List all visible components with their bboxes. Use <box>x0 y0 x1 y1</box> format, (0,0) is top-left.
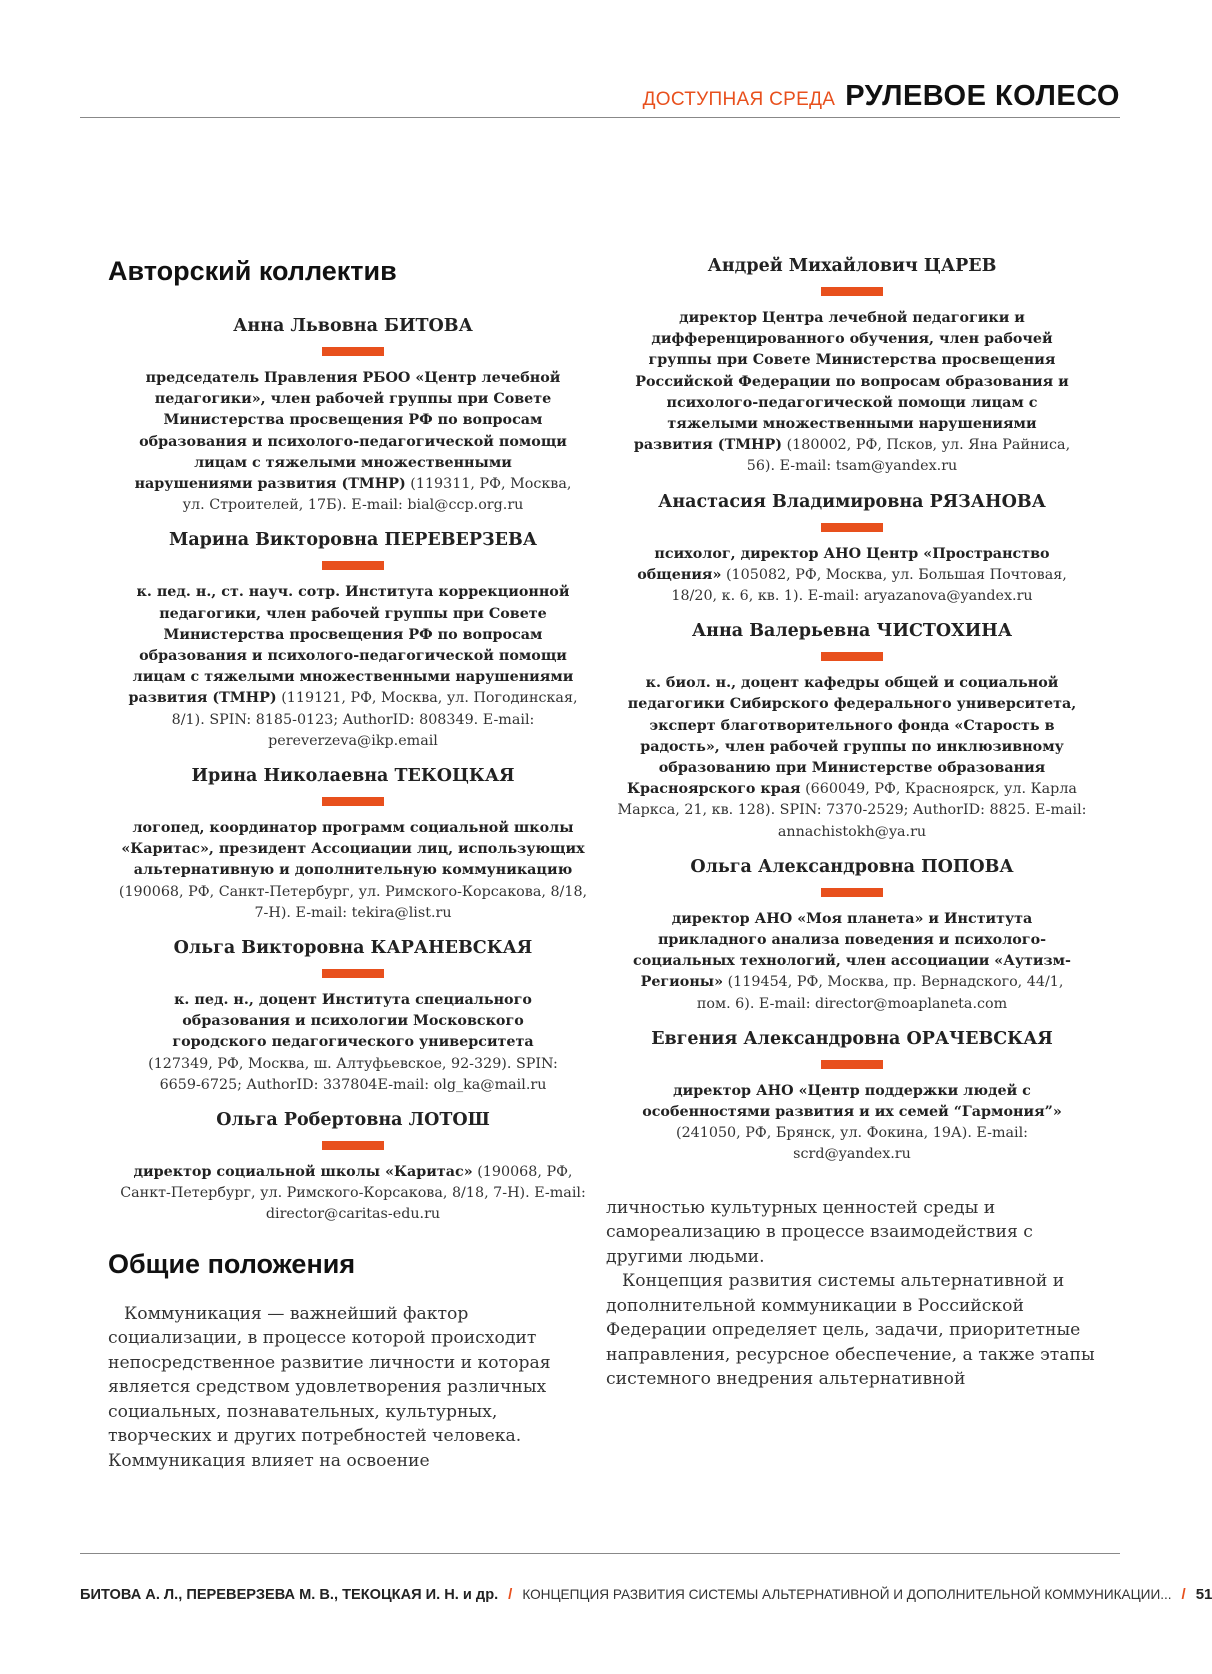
author-contact: (119311, РФ, Москва, ул. Строителей, 17Б). E-mail: bial@ccp.org.ru <box>183 476 572 513</box>
footer-line <box>80 1586 1120 1603</box>
slash-divider-icon: / <box>1182 1586 1186 1603</box>
author-info <box>108 368 598 516</box>
author-role: директор АНО «Моя планета» и Института прикладного анализа поведения и психолого-социальных технологий, член ассоциации «Аутизм-Регионы» <box>633 911 1071 991</box>
author-name: Ольга Викторовна КАРАНЕВСКАЯ <box>108 938 598 958</box>
author-name: Евгения Александровна ОРАЧЕВСКАЯ <box>606 1029 1098 1049</box>
author-role: к. пед. н., ст. науч. сотр. Института коррекционной педагогики, член рабочей группы при Совете Министерства просвещения РФ по вопросам образования и психолого-педагогической помощи лицам с тяжелыми множественными нарушениями развития (ТМНР) <box>128 584 573 706</box>
author-name: Марина Викторовна ПЕРЕВЕРЗЕВА <box>108 530 598 550</box>
author-info <box>108 818 598 924</box>
author-name: Анастасия Владимировна РЯЗАНОВА <box>606 492 1098 512</box>
author-karanevskaya <box>108 938 598 1096</box>
author-role: директор социальной школы «Каритас» <box>134 1164 473 1180</box>
page-footer <box>80 1553 1120 1554</box>
accent-bar <box>322 969 384 978</box>
header-titles <box>643 80 1120 113</box>
author-name: Андрей Михайлович ЦАРЕВ <box>606 256 1098 276</box>
author-role: логопед, координатор программ социальной школы «Каритас», президент Ассоциации лиц, использующих альтернативную и дополнительную коммуникацию <box>121 820 584 878</box>
accent-bar <box>821 888 883 897</box>
author-tekotskaya <box>108 766 598 924</box>
footer-authors: БИТОВА А. Л., ПЕРЕВЕРЗЕВА М. В., ТЕКОЦКАЯ И. Н. и др. <box>80 1587 498 1603</box>
authors-heading: Авторский коллектив <box>108 256 598 287</box>
accent-bar <box>821 287 883 296</box>
accent-bar <box>821 652 883 661</box>
author-role: к. биол. н., доцент кафедры общей и социальной педагогики Сибирского федерального университета, эксперт благотворительного фонда «Старость в радость», член рабочей группы по инклюзивному образованию при Министерстве образования Красноярского края <box>627 675 1076 797</box>
accent-bar <box>322 561 384 570</box>
footer-article-title: КОНЦЕПЦИЯ РАЗВИТИЯ СИСТЕМЫ АЛЬТЕРНАТИВНОЙ И ДОПОЛНИТЕЛЬНОЙ КОММУНИКАЦИИ... <box>522 1587 1171 1602</box>
author-info <box>606 909 1098 1015</box>
author-contact: (660049, РФ, Красноярск, ул. Карла Маркса, 21, кв. 128). SPIN: 7370-2529; AuthorID: 8825. E-mail: annachistokh@ya.ru <box>617 781 1086 839</box>
author-info <box>606 1081 1098 1166</box>
page-number: 51 <box>1196 1586 1212 1603</box>
author-role: психолог, директор АНО Центр «Пространство общения» <box>637 546 1049 583</box>
author-contact: (119454, РФ, Москва, пр. Вернадского, 44/1, пом. 6). E-mail: director@moaplaneta.com <box>697 974 1064 1011</box>
accent-bar <box>322 1141 384 1150</box>
page-header <box>80 78 1120 118</box>
author-pereverzeva <box>108 530 598 752</box>
accent-bar <box>322 797 384 806</box>
author-role: к. пед. н., доцент Института специального образования и психологии Московского городского педагогического университета <box>172 992 533 1050</box>
paragraph: Концепция развития системы альтернативной и дополнительной коммуникации в Российской Федерации определяет цель, задачи, приоритетные направления, ресурсное обеспечение, а также этапы системного внедрения альтернативной <box>606 1269 1098 1392</box>
right-column <box>606 256 1098 1392</box>
slash-divider-icon: / <box>508 1586 512 1603</box>
paragraph: личностью культурных ценностей среды и самореализацию в процессе взаимодействия с другими людьми. <box>606 1196 1098 1270</box>
author-orachevskaya <box>606 1029 1098 1166</box>
accent-bar <box>821 523 883 532</box>
magazine-title: РУЛЕВОЕ КОЛЕСО <box>845 80 1120 113</box>
author-info <box>606 308 1098 478</box>
author-contact: (190068, РФ, Санкт-Петербург, ул. Римского-Корсакова, 8/18, 7-Н). E-mail: director@caritas-edu.ru <box>120 1164 586 1222</box>
author-popova <box>606 857 1098 1015</box>
author-tsarev <box>606 256 1098 478</box>
author-contact: (127349, РФ, Москва, ш. Алтуфьевское, 92-329). SPIN: 6659-6725; AuthorID: 337804E-mail: olg_ka@mail.ru <box>148 1056 558 1093</box>
author-contact: (241050, РФ, Брянск, ул. Фокина, 19А). E-mail: scrd@yandex.ru <box>676 1125 1028 1162</box>
author-name: Анна Валерьевна ЧИСТОХИНА <box>606 621 1098 641</box>
author-info <box>606 544 1098 608</box>
author-name: Ольга Александровна ПОПОВА <box>606 857 1098 877</box>
author-lotosh <box>108 1110 598 1226</box>
section-label: ДОСТУПНАЯ СРЕДА <box>643 89 836 111</box>
author-info <box>606 673 1098 843</box>
author-contact: (119121, РФ, Москва, ул. Погодинская, 8/1). SPIN: 8185-0123; AuthorID: 808349. E-mail: pereverzeva@ikp.email <box>172 690 578 748</box>
author-info <box>108 582 598 752</box>
author-contact: (105082, РФ, Москва, ул. Большая Почтовая, 18/20, к. 6, кв. 1). E-mail: aryazanova@yandex.ru <box>671 567 1066 604</box>
author-name: Ирина Николаевна ТЕКОЦКАЯ <box>108 766 598 786</box>
author-info <box>108 990 598 1096</box>
accent-bar <box>821 1060 883 1069</box>
left-column <box>108 256 598 1473</box>
author-bitova <box>108 316 598 516</box>
author-contact: (180002, РФ, Псков, ул. Яна Райниса, 56). E-mail: tsam@yandex.ru <box>747 437 1070 474</box>
author-ryazanova <box>606 492 1098 608</box>
general-text-right <box>606 1196 1098 1392</box>
author-role: председатель Правления РБОО «Центр лечебной педагогики», член рабочей группы при Совете Министерства просвещения РФ по вопросам образования и психолого-педагогической помощи лицам с тяжелыми множественными нарушениями развития (ТМНР) <box>135 370 567 492</box>
accent-bar <box>322 347 384 356</box>
author-name: Анна Львовна БИТОВА <box>108 316 598 336</box>
author-info <box>108 1162 598 1226</box>
author-chistokhina <box>606 621 1098 843</box>
paragraph: Коммуникация — важнейший фактор социализации, в процессе которой происходит непосредственное развитие личности и которая является средством удовлетворения различных социальных, познавательных, культурных, творческих и других потребностей человека. Коммуникация влияет на освоение <box>108 1302 598 1474</box>
general-heading: Общие положения <box>108 1249 598 1280</box>
author-role: директор АНО «Центр поддержки людей с особенностями развития и их семей “Гармония”» <box>642 1083 1062 1120</box>
author-contact: (190068, РФ, Санкт-Петербург, ул. Римского-Корсакова, 8/18, 7-Н). E-mail: tekira@list.ru <box>119 884 587 921</box>
author-role: директор Центра лечебной педагогики и дифференцированного обучения, член рабочей группы при Совете Министерства просвещения Российской Федерации по вопросам образования и психолого-педагогической помощи лицам с тяжелыми множественными нарушениями развития (ТМНР) <box>634 310 1069 453</box>
general-text-left <box>108 1302 598 1474</box>
author-name: Ольга Робертовна ЛОТОШ <box>108 1110 598 1130</box>
